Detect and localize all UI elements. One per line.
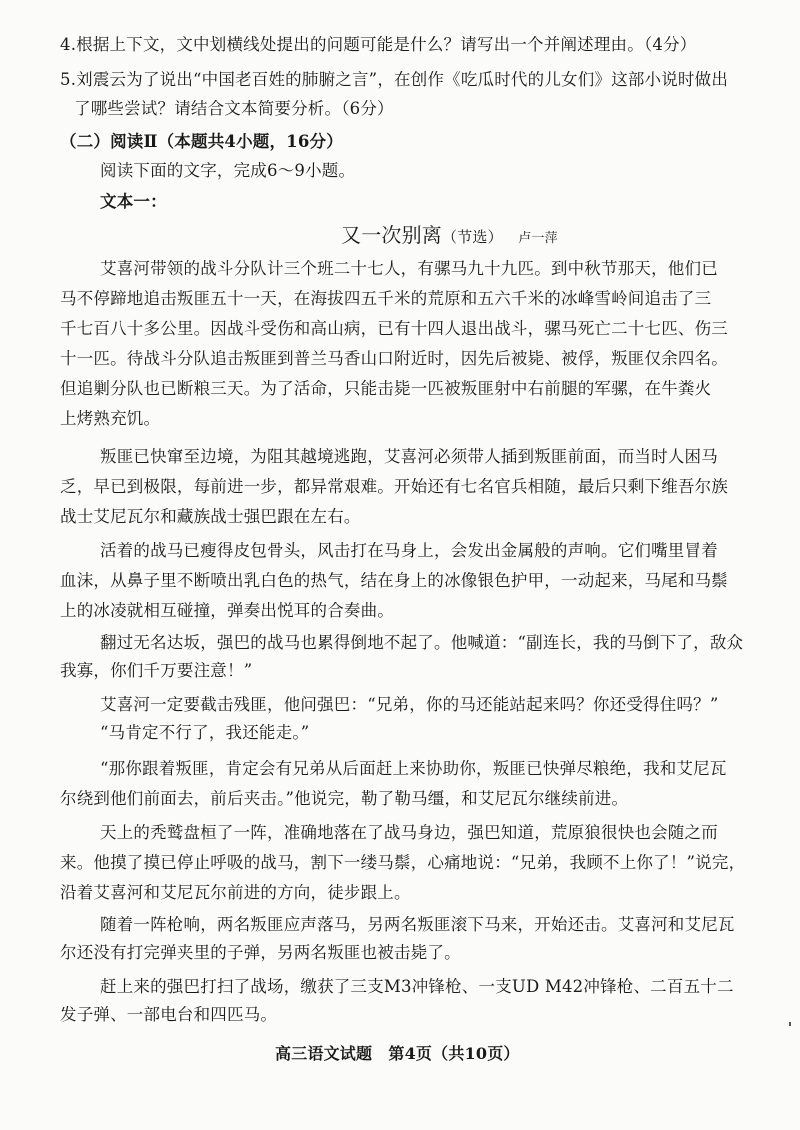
page-footer: 高三语文试题 第4页（共10页） [275, 1044, 520, 1063]
article-line: 来。他摸了摸已停止呼吸的战马，割下一缕马鬃，心痛地说：“兄弟，我顾不上你了！”说完， [60, 853, 746, 872]
article-line: 上烤熟充饥。 [60, 409, 161, 428]
article-line: 天上的秃鹫盘桓了一阵，准确地落在了战马身边，强巴知道，荒原狼很快也会随之而 [100, 823, 718, 842]
article-line: 十一匹。待战斗分队追击叛匪到普兰马香山口附近时，因先后被毙、被俘，叛匪仅余四名。 [60, 349, 728, 368]
article-author: 卢一萍 [518, 231, 558, 246]
article-line: “那你跟着叛匪，肯定会有兄弟从后面赶上来协助你，叛匪已快弹尽粮绝，我和艾尼瓦 [100, 759, 727, 778]
article-line: 活着的战马已瘦得皮包骨头，风击打在马身上，会发出金属般的声响。它们嘴里冒着 [100, 541, 718, 560]
article-line: 马不停蹄地追击叛匪五十一天，在海拔四五千米的荒原和五六千米的冰峰雪岭间追击了三 [60, 289, 712, 308]
article-line: 沿着艾喜河和艾尼瓦尔前进的方向，徒步跟上。 [60, 883, 411, 902]
section-instruction: 阅读下面的文字，完成6～9小题。 [100, 161, 356, 180]
question-5-line-1: 5.刘震云为了说出“中国老百姓的肺腑之言”，在创作《吃瓜时代的儿女们》这部小说时做出 [60, 70, 729, 89]
article-line: 艾喜河带领的战斗分队计三个班二十七人，有骡马九十九匹。到中秋节那天，他们已 [100, 259, 718, 278]
article-line: 翻过无名达坂，强巴的战马也累得倒地不起了。他喊道：“副连长，我的马倒下了，敌众 [100, 633, 744, 652]
article-title: 又一次别离 [341, 223, 442, 247]
article-line: 战士艾尼瓦尔和藏族战士强巴跟在左右。 [60, 507, 361, 526]
article-line: 发子弹、一部电台和四匹马。 [60, 1005, 278, 1024]
text-label: 文本一： [100, 192, 167, 211]
article-line: 叛匪已快窜至边境，为阻其越境逃跑，艾喜河必须带人插到叛匪前面，而当时人困马 [100, 447, 718, 466]
scan-speck [789, 1022, 791, 1026]
article-line: 但追剿分队也已断粮三天。为了活命，只能击毙一匹被叛匪射中右前腿的军骡，在牛粪火 [60, 379, 712, 398]
article-line: 尔绕到他们前面去，前后夹击。”他说完，勒了勒马缰，和艾尼瓦尔继续前进。 [60, 789, 629, 808]
article-line: 上的冰凌就相互碰撞，弹奏出悦耳的合奏曲。 [60, 601, 394, 620]
article-line: 随着一阵枪响，两名叛匪应声落马，另两名叛匪滚下马来，开始还击。艾喜河和艾尼瓦 [100, 915, 735, 934]
article-line: 乏，早已到极限，每前进一步，都异常艰难。开始还有七名官兵相随，最后只剩下维吾尔族 [60, 477, 728, 496]
article-line: 赶上来的强巴打扫了战场，缴获了三支M3冲锋枪、一支UD M42冲锋枪、二百五十二 [100, 977, 734, 996]
article-line: 尔还没有打完弹夹里的子弹，另两名叛匪也被击毙了。 [60, 943, 461, 962]
article-title-block [341, 224, 558, 250]
article-line: 千七百八十多公里。因战斗受伤和高山病，已有十四人退出战斗，骡马死亡二十七匹、伤三 [60, 319, 728, 338]
article-line: 血沫，从鼻子里不断喷出乳白色的热气，结在身上的冰像银色护甲，一动起来，马尾和马鬃 [60, 571, 728, 590]
article-line: 我寡，你们千万要注意！” [60, 661, 253, 680]
section-heading: （二）阅读Ⅱ（本题共4小题，16分） [60, 132, 343, 151]
question-5-line-2: 了哪些尝试？请结合文本简要分析。（6分） [74, 99, 394, 118]
article-line: 艾喜河一定要截击残匪，他问强巴：“兄弟，你的马还能站起来吗？你还受得住吗？” [100, 695, 719, 714]
question-4: 4.根据上下文，文中划横线处提出的问题可能是什么？请写出一个并阐述理由。（4分） [60, 35, 697, 54]
article-line: “马肯定不行了，我还能走。” [100, 723, 310, 742]
article-title-note: （节选） [442, 228, 503, 246]
